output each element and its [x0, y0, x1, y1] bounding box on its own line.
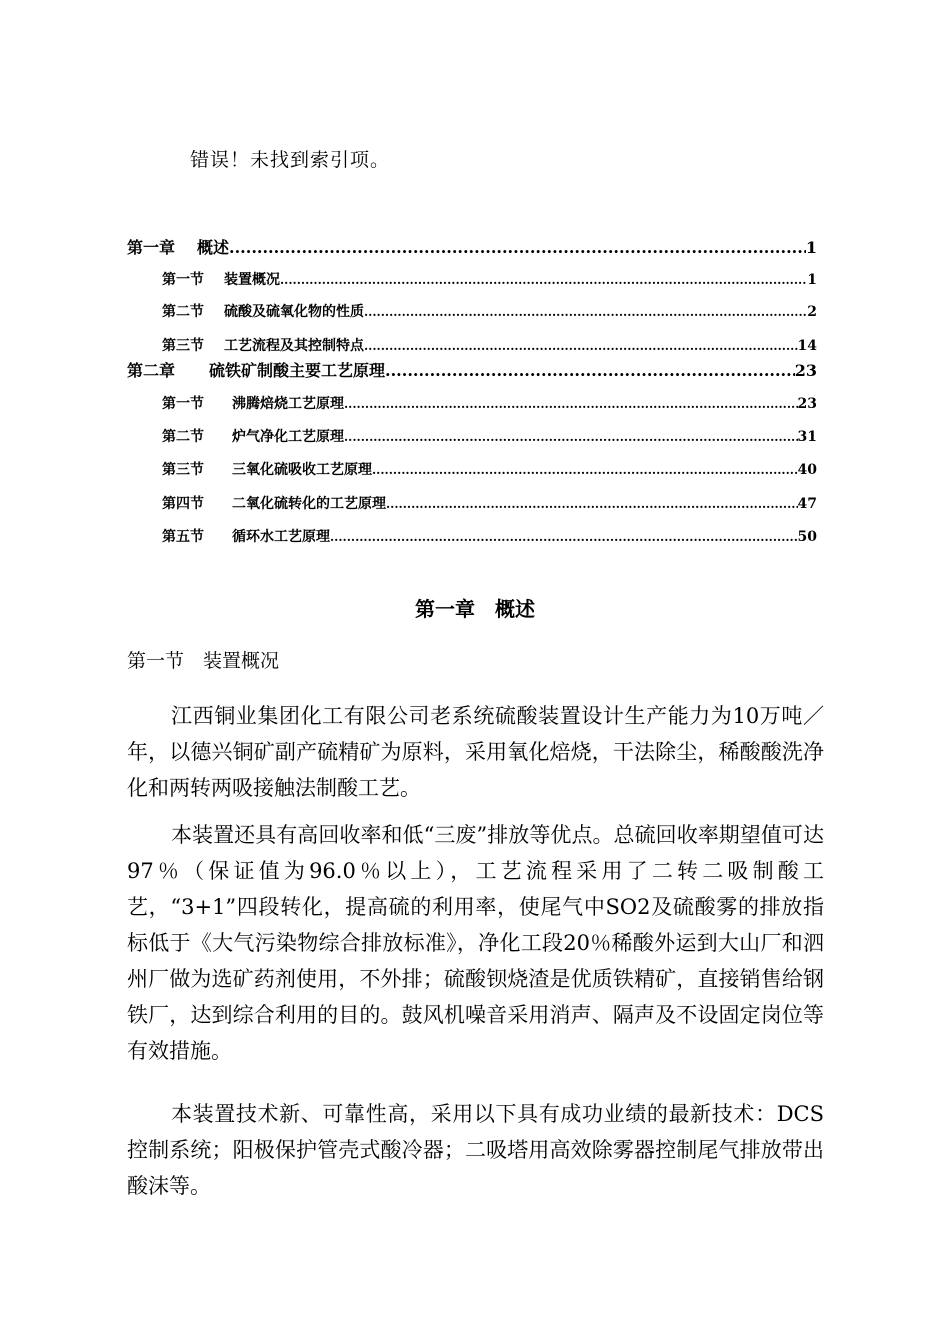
toc-leader	[364, 339, 798, 353]
toc-title: 概述	[197, 238, 230, 257]
toc-number: 第三节	[162, 462, 204, 478]
toc-number: 第一节	[162, 396, 204, 412]
section-heading: 第一节 装置概况	[127, 650, 280, 672]
toc-page: 47	[797, 496, 817, 512]
toc-page: 1	[805, 238, 817, 257]
toc-section-2-5[interactable]	[162, 526, 817, 546]
toc-number: 第五节	[162, 529, 204, 545]
toc-number: 第二节	[162, 429, 204, 445]
toc-title: 装置概况	[224, 272, 280, 288]
toc-section-1-1[interactable]	[162, 269, 817, 289]
toc-number: 第二章	[127, 361, 176, 380]
toc-title: 沸腾焙烧工艺原理	[232, 396, 344, 412]
toc-page: 2	[807, 304, 817, 320]
error-message: 错误！未找到索引项。	[190, 149, 391, 171]
toc-section-1-2[interactable]	[162, 301, 817, 321]
toc-page: 23	[797, 396, 817, 412]
toc-title: 硫铁矿制酸主要工艺原理	[209, 361, 386, 380]
paragraph-1: 江西铜业集团化工有限公司老系统硫酸装置设计生产能力为10万吨／年，以德兴铜矿副产硫精矿为原料，采用氧化焙烧，干法除尘，稀酸酸洗净化和两转两吸接触法制酸工艺。	[127, 704, 824, 800]
toc-leader	[372, 463, 798, 477]
paragraph-2: 本装置还具有高回收率和低“三废”排放等优点。总硫回收率期望值可达97％（保证值为96.0％以上），工艺流程采用了二转二吸制酸工艺，“3+1”四段转化，提高硫的利用率，使尾气中SO2及硫酸雾的排放指标低于《大气污染物综合排放标准》，净化工段20％稀酸外运到大山厂和泗州厂做为选矿药剂使用，不外排；硫酸钡烧渣是优质铁精矿，直接销售给钢铁厂，达到综合利用的目的。鼓风机噪音采用消声、隔声及不设固定岗位等有效措施。	[127, 823, 824, 1063]
toc-leader	[344, 430, 798, 444]
toc-title: 二氧化硫转化的工艺原理	[232, 496, 386, 512]
toc-number: 第四节	[162, 496, 204, 512]
toc-leader	[229, 238, 806, 257]
toc-leader	[344, 397, 798, 411]
toc-page: 40	[797, 462, 817, 478]
toc-number: 第二节	[162, 304, 204, 320]
toc-page: 31	[797, 429, 817, 445]
toc-section-2-1[interactable]	[162, 393, 817, 413]
toc-section-2-2[interactable]	[162, 426, 817, 446]
toc-page: 1	[807, 272, 817, 288]
toc-page: 23	[794, 361, 817, 380]
toc-page: 14	[797, 338, 817, 354]
toc-leader	[330, 530, 798, 544]
chapter-heading: 第一章 概述	[415, 597, 535, 621]
toc-leader	[385, 361, 795, 380]
toc-title: 硫酸及硫氧化物的性质	[224, 304, 364, 320]
toc-section-2-4[interactable]	[162, 493, 817, 513]
toc-section-2-3[interactable]	[162, 459, 817, 479]
paragraph-3: 本装置技术新、可靠性高，采用以下具有成功业绩的最新技术：DCS控制系统；阳极保护管壳式酸冷器；二吸塔用高效除雾器控制尾气排放带出酸沫等。	[127, 1102, 824, 1198]
toc-number: 第一章	[127, 238, 176, 257]
toc-title: 炉气净化工艺原理	[232, 429, 344, 445]
toc-chapter-2[interactable]	[127, 358, 817, 381]
toc-page: 50	[797, 529, 817, 545]
toc-title: 三氧化硫吸收工艺原理	[232, 462, 372, 478]
toc-leader	[386, 497, 798, 511]
toc-leader	[280, 273, 807, 287]
toc-title: 循环水工艺原理	[232, 529, 330, 545]
toc-section-1-3[interactable]	[162, 335, 817, 355]
toc-title: 工艺流程及其控制特点	[224, 338, 364, 354]
toc-number: 第一节	[162, 272, 204, 288]
toc-number: 第三节	[162, 338, 204, 354]
toc-chapter-1[interactable]	[127, 235, 817, 258]
toc-leader	[364, 305, 807, 319]
